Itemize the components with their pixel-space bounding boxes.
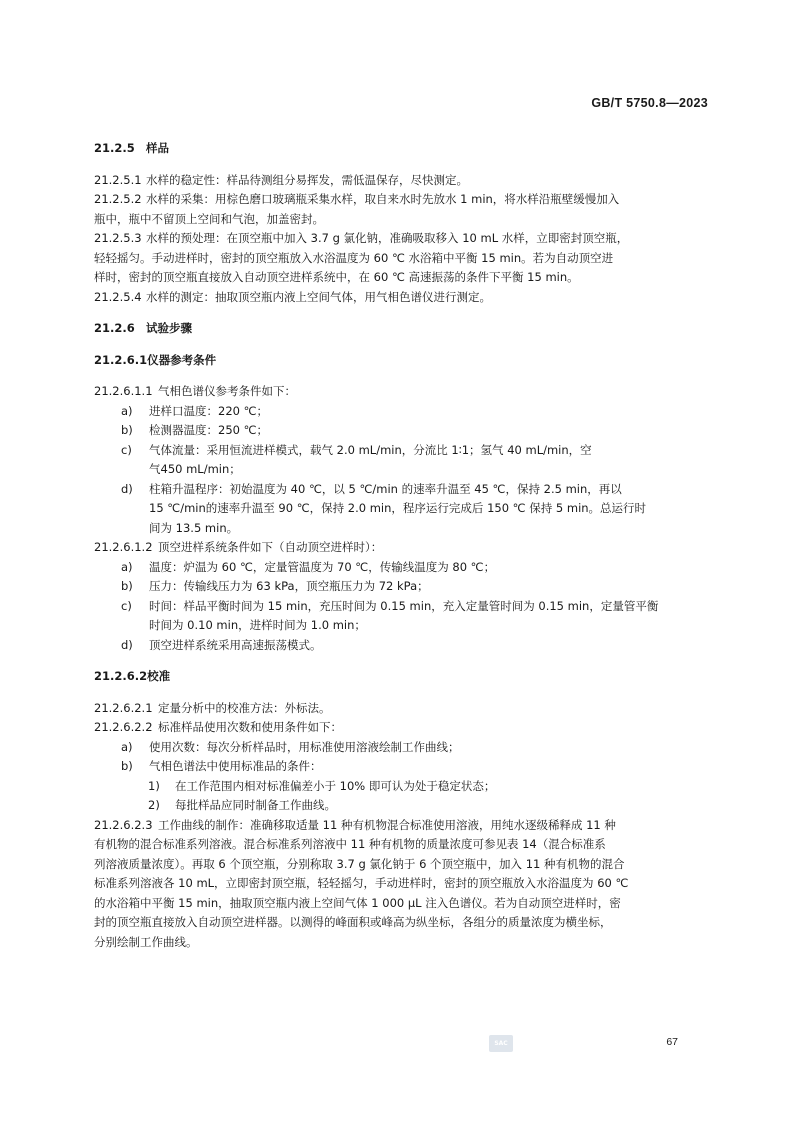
clause-number: 21.2.5.3	[94, 231, 142, 245]
list-marker: a)	[121, 559, 133, 574]
section-heading-21-2-6-1	[94, 351, 708, 371]
clause-21-2-5-3	[94, 229, 708, 249]
clause-number: 21.2.5.1	[94, 172, 142, 187]
list-text: 检测器温度：250 ℃；	[149, 423, 269, 437]
list-item	[94, 636, 708, 656]
section-number: 21.2.6.1	[94, 352, 148, 367]
section-number: 21.2.5	[94, 141, 135, 155]
section-number: 21.2.6	[94, 321, 135, 335]
list-item	[94, 597, 708, 617]
list-item	[94, 757, 708, 777]
list-item	[94, 558, 708, 578]
list-text: 气体流量：采用恒流进样模式，载气 2.0 mL/min，分流比 1∶1；氢气 40 mL/min，空	[149, 442, 592, 457]
list-marker: a)	[121, 403, 133, 418]
list-item-cont: 时间为 0.10 min，进样时间为 1.0 min；	[149, 618, 366, 632]
clause-21-2-5-2	[94, 190, 708, 210]
section-heading-21-2-5	[94, 139, 708, 159]
clause-text: 顶空进样系统条件如下（自动顶空进样时）：	[158, 540, 383, 554]
clause-21-2-6-2-3-cont: 标准系列溶液各 10 mL，立即密封顶空瓶，轻轻摇匀，手动进样时，密封的顶空瓶放入水浴温度为 60 ℃	[94, 876, 629, 890]
list-marker: 1)	[148, 778, 160, 793]
list-text: 柱箱升温程序：初始温度为 40 ℃，以 5 ℃/min 的速率升温至 45 ℃，保持 2.5 min，再以	[149, 481, 622, 496]
clause-number: 21.2.6.1.2	[94, 540, 153, 554]
section-title: 校准	[147, 669, 171, 683]
list-item	[94, 577, 708, 597]
clause-text: 标准样品使用次数和使用条件如下：	[158, 720, 342, 734]
page-number: 67	[666, 1036, 678, 1048]
clause-21-2-6-1-2	[94, 538, 708, 558]
list-marker: a)	[121, 739, 133, 754]
list-marker: c)	[121, 442, 132, 457]
list-text: 在工作范围内相对标准偏差小于 10% 即可认为处于稳定状态；	[175, 778, 496, 793]
list-text: 使用次数：每次分析样品时，用标准使用溶液绘制工作曲线；	[149, 739, 460, 754]
clause-text: 水样的测定：抽取顶空瓶内液上空间气体，用气相色谱仪进行测定。	[146, 289, 491, 304]
section-title: 试验步骤	[146, 321, 192, 335]
sub-list-item	[94, 777, 708, 797]
list-text: 进样口温度：220 ℃；	[149, 403, 269, 418]
list-item-cont: 间为 13.5 min。	[149, 520, 239, 535]
list-marker: b)	[121, 579, 133, 593]
list-item	[94, 738, 708, 758]
sub-list-item	[94, 796, 708, 816]
section-heading-21-2-6-2	[94, 667, 708, 687]
clause-21-2-6-1-1	[94, 382, 708, 402]
clause-text: 气相色谱仪参考条件如下：	[158, 384, 296, 398]
clause-21-2-6-2-3-cont: 封的顶空瓶直接放入自动顶空进样器。以测得的峰面积或峰高为纵坐标，各组分的质量浓度为横坐标，	[94, 915, 612, 929]
clause-text: 工作曲线的制作：准确移取适量 11 种有机物混合标准使用溶液，用纯水逐级稀释成 11 种	[158, 817, 616, 832]
clause-21-2-5-2-cont: 瓶中，瓶中不留顶上空间和气泡，加盖密封。	[94, 211, 324, 226]
list-item-cont: 气450 mL/min；	[149, 462, 241, 476]
list-marker: 2)	[148, 798, 160, 812]
list-item	[94, 421, 708, 441]
list-marker: d)	[121, 481, 133, 496]
list-marker: c)	[121, 598, 132, 613]
clause-text: 水样的稳定性：样品待测组分易挥发，需低温保存，尽快测定。	[146, 172, 468, 187]
clause-number: 21.2.5.2	[94, 192, 142, 206]
clause-21-2-5-4	[94, 288, 708, 308]
list-text: 压力：传输线压力为 63 kPa，顶空瓶压力为 72 kPa；	[149, 579, 429, 593]
clause-21-2-6-2-3	[94, 816, 708, 836]
section-title: 仪器参考条件	[147, 352, 217, 367]
sac-watermark-logo: SAC	[489, 1035, 513, 1052]
standard-number: GB/T 5750.8—2023	[591, 96, 708, 110]
clause-number: 21.2.6.2.2	[94, 720, 153, 734]
list-text: 顶空进样系统采用高速振荡模式。	[149, 637, 322, 652]
list-item	[94, 480, 708, 500]
clause-21-2-6-2-3-cont: 分别绘制工作曲线。	[94, 934, 198, 949]
clause-21-2-5-3-cont: 轻轻摇匀。手动进样时，密封的顶空瓶放入水浴温度为 60 ℃ 水浴箱中平衡 15 min。若为自动顶空进	[94, 250, 614, 265]
clause-21-2-6-2-3-cont: 列溶液质量浓度）。再取 6 个顶空瓶，分别称取 3.7 g 氯化钠于 6 个顶空瓶中，加入 11 种有机物的混合	[94, 856, 625, 871]
section-title: 样品	[146, 141, 169, 155]
clause-21-2-6-2-3-cont: 有机物的混合标准系列溶液。混合标准系列溶液中 11 种有机物的质量浓度可参见表 14（混合标准系	[94, 837, 606, 851]
list-item	[94, 402, 708, 422]
clause-number: 21.2.6.2.1	[94, 700, 153, 715]
list-item-cont: 15 ℃/min的速率升温至 90 ℃，保持 2.0 min，程序运行完成后 150 ℃ 保持 5 min。总运行时	[149, 501, 647, 515]
section-number: 21.2.6.2	[94, 669, 148, 683]
list-marker: d)	[121, 637, 133, 652]
list-text: 气相色谱法中使用标准品的条件：	[149, 759, 322, 773]
list-item	[94, 441, 708, 461]
list-text: 每批样品应同时制备工作曲线。	[175, 798, 336, 812]
clause-number: 21.2.5.4	[94, 289, 142, 304]
clause-21-2-6-2-2	[94, 718, 708, 738]
clause-text: 定量分析中的校准方法：外标法。	[158, 700, 331, 715]
list-marker: b)	[121, 423, 133, 437]
section-heading-21-2-6	[94, 319, 708, 339]
list-marker: b)	[121, 759, 133, 773]
list-text: 温度：炉温为 60 ℃，定量管温度为 70 ℃，传输线温度为 80 ℃；	[149, 559, 496, 574]
clause-number: 21.2.6.2.3	[94, 817, 153, 832]
clause-21-2-6-2-3-cont: 的水浴箱中平衡 15 min，抽取顶空瓶内液上空间气体 1 000 μL 注入色谱仪。若为自动顶空进样时，密	[94, 895, 621, 910]
clause-text: 水样的预处理：在顶空瓶中加入 3.7 g 氯化钠，准确吸取移入 10 mL 水样，立即密封顶空瓶，	[146, 231, 629, 245]
clause-21-2-5-3-cont: 样时，密封的顶空瓶直接放入自动顶空进样系统中，在 60 ℃ 高速振荡的条件下平衡 15 min。	[94, 270, 579, 284]
document-body	[94, 139, 708, 952]
clause-21-2-5-1	[94, 171, 708, 191]
clause-number: 21.2.6.1.1	[94, 384, 153, 398]
list-text: 时间：样品平衡时间为 15 min，充压时间为 0.15 min，充入定量管时间为 0.15 min，定量管平衡	[149, 598, 659, 613]
clause-text: 水样的采集：用棕色磨口玻璃瓶采集水样，取自来水时先放水 1 min，将水样沿瓶壁缓慢加入	[146, 192, 620, 206]
clause-21-2-6-2-1	[94, 699, 708, 719]
